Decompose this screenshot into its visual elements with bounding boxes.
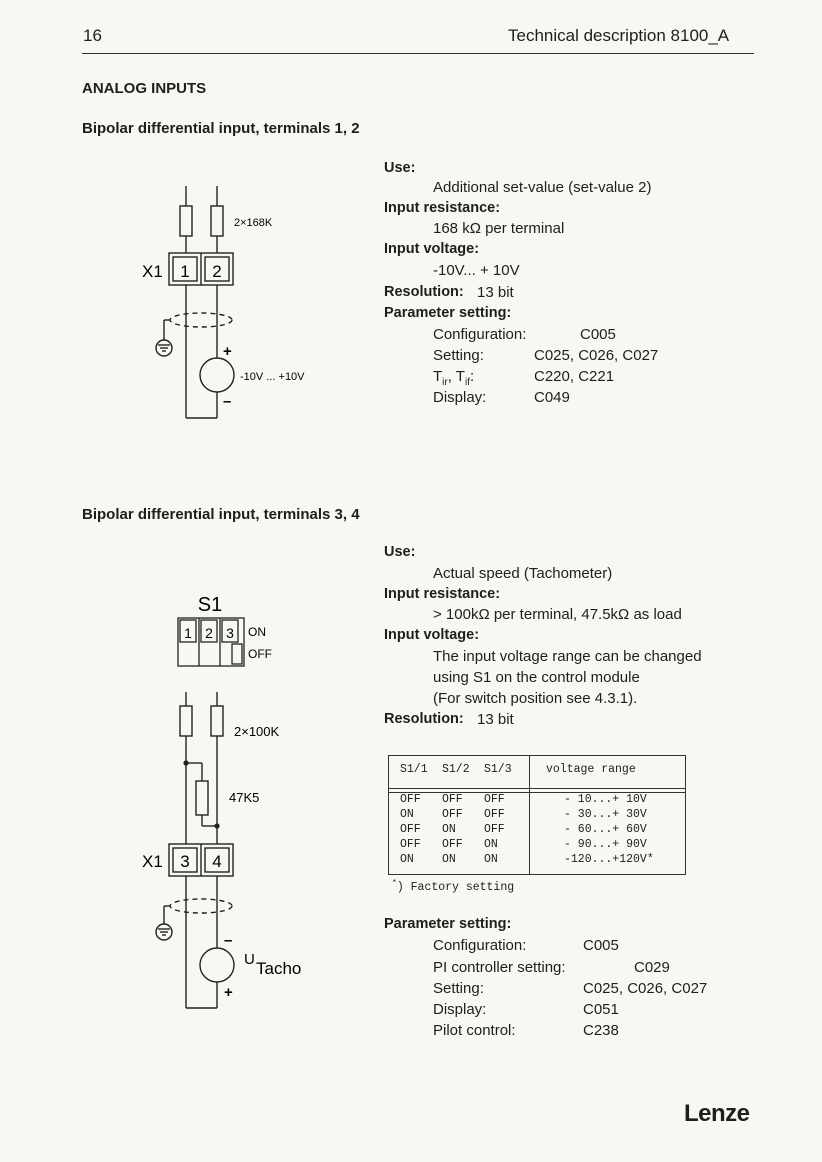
table-cell: OFF: [442, 793, 463, 806]
input1-plus-sign: +: [223, 343, 232, 360]
table-cell: OFF: [484, 808, 505, 821]
input1-param-code: C025, C026, C027: [534, 347, 659, 364]
table-cell: ON: [442, 853, 456, 866]
input1-parameter-label: Parameter setting:: [384, 305, 512, 321]
input2-plus-sign: +: [224, 984, 233, 1001]
input2-load-label: 47K5: [229, 790, 260, 805]
input2-connector-label: X1: [142, 852, 163, 871]
switch-off-label: OFF: [248, 647, 272, 661]
table-cell: OFF: [400, 793, 421, 806]
input2-load-resistor: [196, 781, 208, 815]
tacho-label-u: U: [244, 951, 255, 968]
input1-minus-sign: –: [223, 393, 232, 410]
section-title: ANALOG INPUTS: [82, 80, 207, 97]
input1-param-name: Configuration:: [433, 326, 527, 343]
input2-resistor-label: 2×100K: [234, 724, 280, 739]
input1-connector-label: X1: [142, 262, 163, 281]
input1-param-code: C049: [534, 389, 570, 406]
input1-terminal-2: 2: [212, 262, 222, 281]
input1-circuit-diagram: [140, 180, 360, 430]
input2-tacho-source: [200, 948, 234, 982]
table-header-s1-2: S1/2: [442, 763, 470, 776]
input2-resistance-label: Input resistance:: [384, 586, 501, 602]
switch-on-label: ON: [248, 625, 266, 639]
input1-resolution-label: Resolution:: [384, 284, 464, 300]
page-number: 16: [83, 26, 102, 45]
table-cell: OFF: [400, 823, 421, 836]
input2-terminal-4: 4: [212, 852, 222, 871]
input2-param-name: Display:: [433, 1001, 487, 1018]
table-header-s1-1: S1/1: [400, 763, 428, 776]
table-header-voltage-range: voltage range: [546, 763, 636, 776]
table-cell: OFF: [400, 838, 421, 851]
table-header-s1-3: S1/3: [484, 763, 512, 776]
switch-pos-2: 2: [205, 625, 213, 641]
input1-terminal-1: 1: [180, 262, 190, 281]
input2-parameter-label: Parameter setting:: [384, 916, 512, 932]
input2-param-name: Setting:: [433, 980, 484, 997]
input2-terminal-3: 3: [180, 852, 190, 871]
input1-param-name: Setting:: [433, 347, 484, 364]
input2-param-code: C025, C026, C027: [583, 980, 708, 997]
input2-param-code: C051: [583, 1001, 619, 1018]
input1-param-code: C220, C221: [534, 368, 615, 385]
table-cell: OFF: [442, 838, 463, 851]
input1-resistance-value: 168 kΩ per terminal: [433, 220, 565, 237]
input1-use-value: Additional set-value (set-value 2): [433, 179, 652, 196]
table-cell: OFF: [484, 823, 505, 836]
tacho-label-sub: Tacho: [256, 959, 302, 978]
table-cell: OFF: [442, 808, 463, 821]
input2-voltage-line: The input voltage range can be changed: [433, 648, 702, 665]
table-cell: ON: [484, 853, 498, 866]
table-footnote: *) Factory setting: [392, 879, 515, 894]
table-cell: OFF: [484, 793, 505, 806]
input2-use-label: Use:: [384, 544, 416, 560]
input2-use-value: Actual speed (Tachometer): [433, 565, 613, 582]
input1-param-tir-tif: $T_{ir}$, $T_{if}$:: [433, 368, 475, 388]
input1-resistor-label: 2×168K: [234, 217, 273, 229]
input1-resolution-value: 13 bit: [477, 284, 514, 301]
input2-voltage-line: using S1 on the control module: [433, 669, 640, 686]
input2-voltage-line: (For switch position see 4.3.1).: [433, 690, 638, 707]
input2-resolution-label: Resolution:: [384, 711, 464, 727]
switch-pos-1: 1: [184, 625, 192, 641]
input2-resistance-value: > 100kΩ per terminal, 47.5kΩ as load: [433, 606, 682, 623]
input2-circuit-diagram: [140, 588, 350, 1028]
input1-source-label: -10V ... +10V: [240, 371, 305, 383]
input2-param-code: C029: [634, 959, 670, 976]
input2-minus-sign: –: [224, 932, 233, 949]
switch-pos-3: 3: [226, 625, 234, 641]
brand-logo: Lenze: [684, 1100, 750, 1127]
input1-heading: Bipolar differential input, terminals 1, 2: [82, 120, 360, 137]
input2-param-name: Pilot control:: [433, 1022, 516, 1039]
table-cell: -120...+120V*: [564, 853, 654, 866]
input1-voltage-value: -10V... + 10V: [433, 262, 520, 279]
table-cell: ON: [442, 823, 456, 836]
input1-use-label: Use:: [384, 160, 416, 176]
input1-voltage-label: Input voltage:: [384, 241, 480, 257]
input1-resistance-label: Input resistance:: [384, 200, 501, 216]
table-cell: - 30...+ 30V: [564, 808, 647, 821]
table-cell: - 60...+ 60V: [564, 823, 647, 836]
input1-resistor-a: [180, 206, 192, 236]
header-divider: [82, 53, 754, 54]
switch-s1-label: S1: [197, 594, 223, 616]
table-cell: - 10...+ 10V: [564, 793, 647, 806]
input2-resolution-value: 13 bit: [477, 711, 514, 728]
table-cell: ON: [400, 853, 414, 866]
table-cell: - 90...+ 90V: [564, 838, 647, 851]
input2-param-name: Configuration:: [433, 937, 527, 954]
table-cell: ON: [484, 838, 498, 851]
input2-param-name: PI controller setting:: [433, 959, 566, 976]
input1-param-code: C005: [580, 326, 616, 343]
input2-param-code: C238: [583, 1022, 619, 1039]
input1-resistor-b: [211, 206, 223, 236]
input2-heading: Bipolar differential input, terminals 3, 4: [82, 506, 360, 523]
document-title: Technical description 8100_A: [508, 26, 730, 45]
input1-voltage-source: [200, 358, 234, 392]
input2-param-code: C005: [583, 937, 619, 954]
input1-param-name: Display:: [433, 389, 487, 406]
table-cell: ON: [400, 808, 414, 821]
input2-voltage-label: Input voltage:: [384, 627, 480, 643]
